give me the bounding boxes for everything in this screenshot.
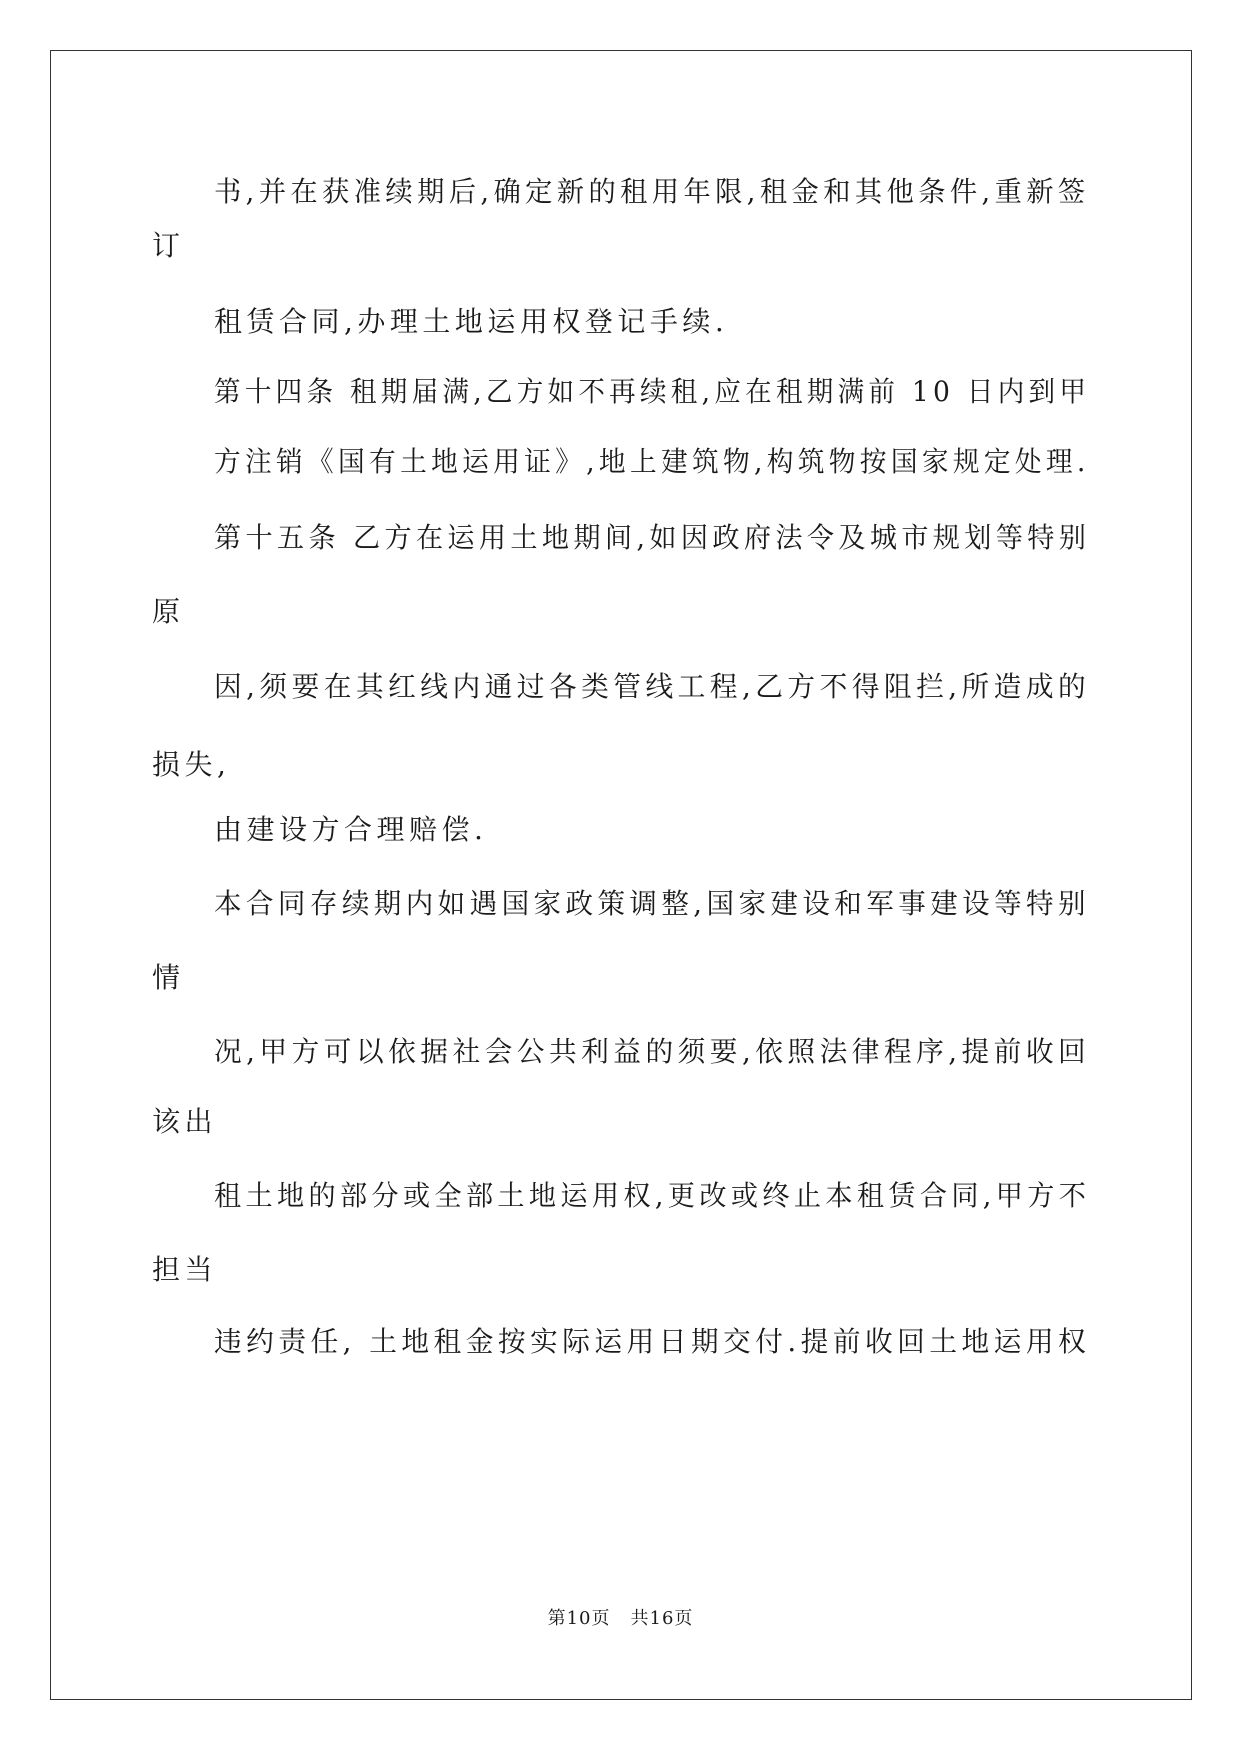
text-line-16: 担当 bbox=[152, 1253, 218, 1286]
text-line-12: 情 bbox=[152, 961, 185, 994]
text-line-2: 订 bbox=[152, 229, 185, 262]
text-line-14: 该出 bbox=[152, 1105, 218, 1138]
text-line-8: 因,须要在其红线内通过各类管线工程,乙方不得阻拦,所造成的 bbox=[214, 670, 1091, 703]
text-line-5: 方注销《国有土地运用证》,地上建筑物,构筑物按国家规定处理. bbox=[214, 445, 1090, 478]
text-line-4: 第十四条 租期届满,乙方如不再续租,应在租期满前 10 日内到甲 bbox=[214, 375, 1091, 408]
text-line-11: 本合同存续期内如遇国家政策调整,国家建设和军事建设等特别 bbox=[214, 887, 1090, 920]
text-line-3: 租赁合同,办理土地运用权登记手续. bbox=[214, 305, 729, 338]
text-line-17: 违约责任, 土地租金按实际运用日期交付.提前收回土地运用权 bbox=[214, 1325, 1091, 1358]
text-line-1: 书,并在获准续期后,确定新的租用年限,租金和其他条件,重新签 bbox=[214, 175, 1090, 208]
text-line-15: 租土地的部分或全部土地运用权,更改或终止本租赁合同,甲方不 bbox=[214, 1179, 1091, 1212]
page-border bbox=[50, 50, 1192, 1700]
page-footer bbox=[0, 1604, 1241, 1630]
text-line-7: 原 bbox=[152, 595, 185, 628]
page-number-total: 共16页 bbox=[630, 1608, 694, 1629]
text-line-13: 况,甲方可以依据社会公共利益的须要,依照法律程序,提前收回 bbox=[214, 1035, 1091, 1068]
text-line-9: 损失, bbox=[152, 748, 231, 781]
page-number-current: 第10页 bbox=[547, 1608, 611, 1629]
text-line-6: 第十五条 乙方在运用土地期间,如因政府法令及城市规划等特别 bbox=[214, 521, 1091, 554]
text-line-10: 由建设方合理赔偿. bbox=[214, 813, 488, 846]
